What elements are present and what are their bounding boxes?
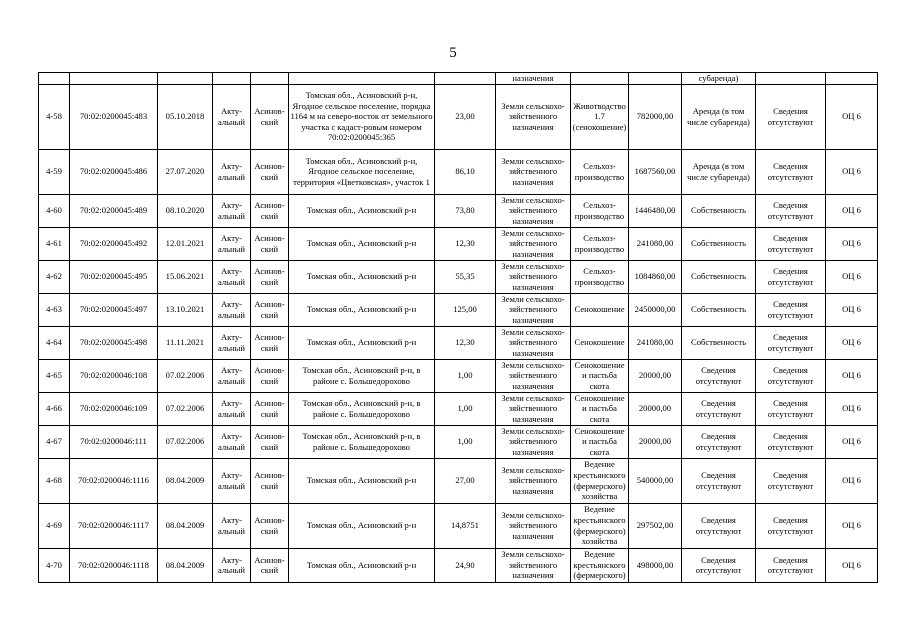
district-cell: Асинов-ский bbox=[251, 260, 289, 293]
location-cell: Томская обл., Асиновский р-н, Ягодное сельское поселение, порядка 1164 м на северо-восток от земельного участка с кадаст-ровым номером 70:02:0200045:365 bbox=[289, 84, 435, 149]
cadastral-number-cell: 70:02:0200045:497 bbox=[70, 293, 158, 326]
row-number-cell: 4-59 bbox=[39, 149, 70, 194]
table-row bbox=[39, 293, 878, 326]
status-cell: Акту-альный bbox=[213, 548, 251, 582]
row-number-cell: 4-68 bbox=[39, 458, 70, 503]
registration-date-cell: 27.07.2020 bbox=[158, 149, 213, 194]
status-cell: Акту-альный bbox=[213, 392, 251, 425]
table-row bbox=[39, 548, 878, 582]
cadastral-number-cell: 70:02:0200046:111 bbox=[70, 425, 158, 458]
cadastral-value-cell: 782000,00 bbox=[629, 84, 682, 149]
land-category-cell: Земли сельскохо-зяйственного назначения bbox=[496, 84, 571, 149]
encumbrance-cell: Сведения отсутствуют bbox=[756, 227, 826, 260]
land-category-cell: Земли сельскохо-зяйственного назначения bbox=[496, 260, 571, 293]
cadastral-number-cell: 70:02:0200046:1118 bbox=[70, 548, 158, 582]
area-cell: 55,35 bbox=[435, 260, 496, 293]
right-type-cell: Собственность bbox=[682, 194, 756, 227]
registration-date-cell: 11.11.2021 bbox=[158, 326, 213, 359]
right-type-cell: Сведения отсутствуют bbox=[682, 503, 756, 548]
row-number-cell: 4-67 bbox=[39, 425, 70, 458]
permitted-use-cell: Животводство 1.7 (сенокошение) bbox=[571, 84, 629, 149]
encumbrance-cell: Сведения отсутствуют bbox=[756, 149, 826, 194]
row-number-cell: 4-70 bbox=[39, 548, 70, 582]
status-cell: Акту-альный bbox=[213, 425, 251, 458]
area-cell: 12,30 bbox=[435, 326, 496, 359]
zone-code-cell: ОЦ 6 bbox=[826, 293, 878, 326]
registration-date-cell: 07.02.2006 bbox=[158, 392, 213, 425]
table-row bbox=[39, 503, 878, 548]
area-cell: 27,00 bbox=[435, 458, 496, 503]
area-cell: 125,00 bbox=[435, 293, 496, 326]
row-number-cell: 4-66 bbox=[39, 392, 70, 425]
zone-code-cell: ОЦ 6 bbox=[826, 458, 878, 503]
table-row bbox=[39, 194, 878, 227]
location-cell: Томская обл., Асиновский р-н, в районе с. Большедорохово bbox=[289, 392, 435, 425]
right-type-cell: Собственность bbox=[682, 227, 756, 260]
table-row bbox=[39, 392, 878, 425]
registration-date-cell: 07.02.2006 bbox=[158, 359, 213, 392]
status-cell: Акту-альный bbox=[213, 149, 251, 194]
status-cell: Акту-альный bbox=[213, 503, 251, 548]
land-category-cell: Земли сельскохо-зяйственного назначения bbox=[496, 293, 571, 326]
permitted-use-cell: Сенокошение и пастьба скота bbox=[571, 425, 629, 458]
status-cell: Акту-альный bbox=[213, 326, 251, 359]
zone-code-cell: ОЦ 6 bbox=[826, 149, 878, 194]
permitted-use-cell: Сельхоз-производство bbox=[571, 260, 629, 293]
land-category-cell: Земли сельскохо-зяйственного назначения bbox=[496, 425, 571, 458]
right-type-cell: Сведения отсутствуют bbox=[682, 458, 756, 503]
cadastral-value-cell: 1446480,00 bbox=[629, 194, 682, 227]
district-cell: Асинов-ский bbox=[251, 194, 289, 227]
right-type-cell: Собственность bbox=[682, 260, 756, 293]
location-cell: Томская обл., Асиновский р-н bbox=[289, 326, 435, 359]
registration-date-cell: 08.04.2009 bbox=[158, 458, 213, 503]
cadastral-number-cell: 70:02:0200045:492 bbox=[70, 227, 158, 260]
right-type-cell: Собственность bbox=[682, 293, 756, 326]
right-type-cell: Сведения отсутствуют bbox=[682, 425, 756, 458]
land-category-cell: Земли сельскохо-зяйственного назначения bbox=[496, 227, 571, 260]
cadastral-value-cell: 20000,00 bbox=[629, 392, 682, 425]
row-number-cell: 4-58 bbox=[39, 84, 70, 149]
area-cell: 23,00 bbox=[435, 84, 496, 149]
registration-date-cell: 08.10.2020 bbox=[158, 194, 213, 227]
location-cell: Томская обл., Асиновский р-н bbox=[289, 458, 435, 503]
table-row bbox=[39, 227, 878, 260]
permitted-use-cell: Сенокошение и пастьба скота bbox=[571, 392, 629, 425]
permitted-use-cell: Сельхоз-производство bbox=[571, 149, 629, 194]
registration-date-cell: 13.10.2021 bbox=[158, 293, 213, 326]
district-cell: Асинов-ский bbox=[251, 293, 289, 326]
cadastral-number-cell: 70:02:0200045:483 bbox=[70, 84, 158, 149]
location-cell: Томская обл., Асиновский р-н bbox=[289, 548, 435, 582]
table-row bbox=[39, 425, 878, 458]
status-cell: Акту-альный bbox=[213, 260, 251, 293]
zone-code-cell: ОЦ 6 bbox=[826, 548, 878, 582]
district-cell: Асинов-ский bbox=[251, 359, 289, 392]
row-number-cell: 4-69 bbox=[39, 503, 70, 548]
area-cell: 1,00 bbox=[435, 392, 496, 425]
encumbrance-cell: Сведения отсутствуют bbox=[756, 503, 826, 548]
land-category-cell: Земли сельскохо-зяйственного назначения bbox=[496, 458, 571, 503]
row-number-cell: 4-60 bbox=[39, 194, 70, 227]
location-cell: Томская обл., Асиновский р-н, в районе с. Большедорохово bbox=[289, 359, 435, 392]
cadastral-value-cell: 498000,00 bbox=[629, 548, 682, 582]
encumbrance-cell: Сведения отсутствуют bbox=[756, 260, 826, 293]
cadastral-number-cell: 70:02:0200045:486 bbox=[70, 149, 158, 194]
location-cell: Томская обл., Асиновский р-н, в районе с. Большедорохово bbox=[289, 425, 435, 458]
status-cell: Акту-альный bbox=[213, 458, 251, 503]
area-cell: 14,8751 bbox=[435, 503, 496, 548]
right-type-cell: Сведения отсутствуют bbox=[682, 392, 756, 425]
row-number-cell: 4-61 bbox=[39, 227, 70, 260]
permitted-use-cell: Сенокошение bbox=[571, 326, 629, 359]
zone-code-cell: ОЦ 6 bbox=[826, 84, 878, 149]
location-cell: Томская обл., Асиновский р-н bbox=[289, 260, 435, 293]
table-row bbox=[39, 84, 878, 149]
registration-date-cell: 12.01.2021 bbox=[158, 227, 213, 260]
registration-date-cell: 08.04.2009 bbox=[158, 503, 213, 548]
table-row bbox=[39, 359, 878, 392]
land-category-cell: назначения bbox=[496, 73, 571, 85]
status-cell: Акту-альный bbox=[213, 227, 251, 260]
status-cell: Акту-альный bbox=[213, 359, 251, 392]
cadastral-value-cell: 241080,00 bbox=[629, 227, 682, 260]
cadastral-number-cell: 70:02:0200046:1116 bbox=[70, 458, 158, 503]
status-cell: Акту-альный bbox=[213, 84, 251, 149]
table-row bbox=[39, 326, 878, 359]
zone-code-cell: ОЦ 6 bbox=[826, 425, 878, 458]
permitted-use-cell: Ведение крестьянского (фермерского) хозяйства bbox=[571, 503, 629, 548]
district-cell: Асинов-ский bbox=[251, 227, 289, 260]
encumbrance-cell: Сведения отсутствуют bbox=[756, 392, 826, 425]
district-cell: Асинов-ский bbox=[251, 392, 289, 425]
zone-code-cell: ОЦ 6 bbox=[826, 227, 878, 260]
registration-date-cell: 07.02.2006 bbox=[158, 425, 213, 458]
permitted-use-cell: Сельхоз-производство bbox=[571, 227, 629, 260]
table-row bbox=[39, 260, 878, 293]
encumbrance-cell: Сведения отсутствуют bbox=[756, 458, 826, 503]
zone-code-cell: ОЦ 6 bbox=[826, 392, 878, 425]
area-cell: 1,00 bbox=[435, 425, 496, 458]
registration-date-cell: 15.06.2021 bbox=[158, 260, 213, 293]
area-cell: 12,30 bbox=[435, 227, 496, 260]
encumbrance-cell: Сведения отсутствуют bbox=[756, 84, 826, 149]
zone-code-cell: ОЦ 6 bbox=[826, 194, 878, 227]
permitted-use-cell: Ведение крестьянского (фермерского) хозяйства bbox=[571, 458, 629, 503]
district-cell: Асинов-ский bbox=[251, 548, 289, 582]
right-type-cell: Аренда (в том числе субаренда) bbox=[682, 84, 756, 149]
encumbrance-cell: Сведения отсутствуют bbox=[756, 194, 826, 227]
cadastral-number-cell: 70:02:0200046:108 bbox=[70, 359, 158, 392]
district-cell: Асинов-ский bbox=[251, 503, 289, 548]
area-cell: 24,90 bbox=[435, 548, 496, 582]
encumbrance-cell: Сведения отсутствуют bbox=[756, 293, 826, 326]
cadastral-value-cell: 540000,00 bbox=[629, 458, 682, 503]
area-cell: 86,10 bbox=[435, 149, 496, 194]
district-cell: Асинов-ский bbox=[251, 84, 289, 149]
encumbrance-cell: Сведения отсутствуют bbox=[756, 326, 826, 359]
encumbrance-cell: Сведения отсутствуют bbox=[756, 425, 826, 458]
right-type-cell: Аренда (в том числе субаренда) bbox=[682, 149, 756, 194]
area-cell: 1,00 bbox=[435, 359, 496, 392]
row-number-cell: 4-64 bbox=[39, 326, 70, 359]
registration-date-cell: 05.10.2018 bbox=[158, 84, 213, 149]
row-number-cell: 4-65 bbox=[39, 359, 70, 392]
cadastral-value-cell: 20000,00 bbox=[629, 359, 682, 392]
status-cell: Акту-альный bbox=[213, 293, 251, 326]
cadastral-value-cell: 1084860,00 bbox=[629, 260, 682, 293]
district-cell: Асинов-ский bbox=[251, 425, 289, 458]
permitted-use-cell: Ведение крестьянского (фермерского) bbox=[571, 548, 629, 582]
cadastral-value-cell: 297502,00 bbox=[629, 503, 682, 548]
cadastral-value-cell: 1687560,00 bbox=[629, 149, 682, 194]
land-category-cell: Земли сельскохо-зяйственного назначения bbox=[496, 548, 571, 582]
cadastral-number-cell: 70:02:0200046:1117 bbox=[70, 503, 158, 548]
permitted-use-cell: Сельхоз-производство bbox=[571, 194, 629, 227]
right-type-cell: Сведения отсутствуют bbox=[682, 548, 756, 582]
land-category-cell: Земли сельскохо-зяйственного назначения bbox=[496, 326, 571, 359]
district-cell: Асинов-ский bbox=[251, 149, 289, 194]
row-number-cell: 4-63 bbox=[39, 293, 70, 326]
permitted-use-cell: Сенокошение и пастьба скота bbox=[571, 359, 629, 392]
status-cell: Акту-альный bbox=[213, 194, 251, 227]
permitted-use-cell: Сенокошение bbox=[571, 293, 629, 326]
page-number: 5 bbox=[449, 45, 457, 61]
zone-code-cell: ОЦ 6 bbox=[826, 503, 878, 548]
cadastral-number-cell: 70:02:0200045:498 bbox=[70, 326, 158, 359]
row-number-cell: 4-62 bbox=[39, 260, 70, 293]
zone-code-cell: ОЦ 6 bbox=[826, 260, 878, 293]
right-type-cell: субаренда) bbox=[682, 73, 756, 85]
table-row bbox=[39, 458, 878, 503]
cadastral-value-cell: 241080,00 bbox=[629, 326, 682, 359]
cadastral-number-cell: 70:02:0200045:489 bbox=[70, 194, 158, 227]
right-type-cell: Собственность bbox=[682, 326, 756, 359]
district-cell: Асинов-ский bbox=[251, 458, 289, 503]
land-category-cell: Земли сельскохо-зяйственного назначения bbox=[496, 194, 571, 227]
cadastral-value-cell: 20000,00 bbox=[629, 425, 682, 458]
location-cell: Томская обл., Асиновский р-н bbox=[289, 293, 435, 326]
continuation-row bbox=[39, 73, 878, 85]
zone-code-cell: ОЦ 6 bbox=[826, 326, 878, 359]
land-category-cell: Земли сельскохо-зяйственного назначения bbox=[496, 149, 571, 194]
cadastral-number-cell: 70:02:0200045:495 bbox=[70, 260, 158, 293]
cadastral-value-cell: 2450000,00 bbox=[629, 293, 682, 326]
land-category-cell: Земли сельскохо-зяйственного назначения bbox=[496, 359, 571, 392]
cadastral-number-cell: 70:02:0200046:109 bbox=[70, 392, 158, 425]
land-category-cell: Земли сельскохо-зяйственного назначения bbox=[496, 503, 571, 548]
land-category-cell: Земли сельскохо-зяйственного назначения bbox=[496, 392, 571, 425]
location-cell: Томская обл., Асиновский р-н bbox=[289, 227, 435, 260]
location-cell: Томская обл., Асиновский р-н bbox=[289, 503, 435, 548]
right-type-cell: Сведения отсутствуют bbox=[682, 359, 756, 392]
location-cell: Томская обл., Асиновский р-н bbox=[289, 194, 435, 227]
location-cell: Томская обл., Асиновский р-н, Ягодное сельское поселение, территория «Цветковская», участок 1 bbox=[289, 149, 435, 194]
registration-date-cell: 08.04.2009 bbox=[158, 548, 213, 582]
district-cell: Асинов-ский bbox=[251, 326, 289, 359]
land-register-table bbox=[38, 72, 878, 583]
zone-code-cell: ОЦ 6 bbox=[826, 359, 878, 392]
encumbrance-cell: Сведения отсутствуют bbox=[756, 548, 826, 582]
encumbrance-cell: Сведения отсутствуют bbox=[756, 359, 826, 392]
table-row bbox=[39, 149, 878, 194]
area-cell: 73,80 bbox=[435, 194, 496, 227]
